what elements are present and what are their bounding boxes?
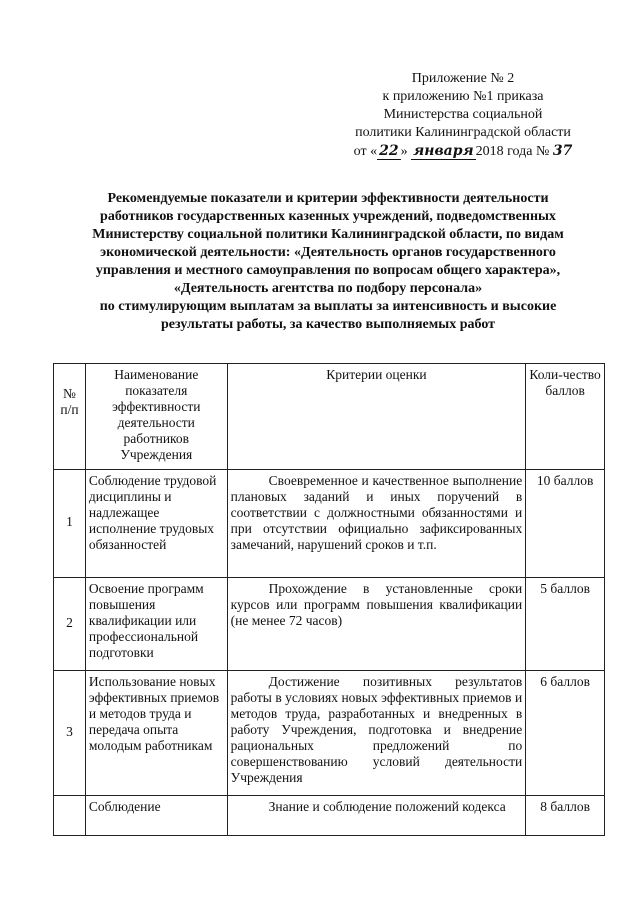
table-row <box>54 470 605 578</box>
title-line: работников государственных казенных учреждений, подведомственных <box>100 209 556 224</box>
header-score: Коли-чество баллов <box>526 364 605 470</box>
document-title <box>68 190 588 334</box>
row-score: 10 баллов <box>526 470 605 578</box>
title-line: экономической деятельности: «Деятельность органов государственного <box>100 245 556 260</box>
title-line: управления и местного самоуправления по вопросам общего характера», <box>95 263 561 278</box>
row-criteria: Своевременное и качественное выполнение плановых заданий и иных поручений в соответствии с должностными обязанностями и при отсутствии официально зафиксированных замечаний, нарушений сроков и т.п. <box>227 470 526 578</box>
row-indicator: Соблюдение <box>85 796 227 836</box>
row-num: 2 <box>54 578 86 671</box>
row-indicator: Использование новых эффективных приемов и методов труда и передача опыта молодым работникам <box>85 671 227 796</box>
row-score: 5 баллов <box>526 578 605 671</box>
handwritten-order-number: 37 <box>552 143 573 159</box>
row-num <box>54 796 86 836</box>
row-score: 6 баллов <box>526 671 605 796</box>
order-date-line: от « 22 » января 2018 года № 37 <box>353 143 573 159</box>
table-header-row <box>54 364 605 470</box>
ministry-name-2: политики Калининградской области <box>355 125 571 140</box>
handwritten-day: 22 <box>379 143 399 159</box>
row-num: 3 <box>54 671 86 796</box>
handwritten-month: января <box>413 143 474 159</box>
appendix-header <box>338 70 588 161</box>
header-criteria: Критерии оценки <box>227 364 526 470</box>
table-row <box>54 796 605 836</box>
table-row <box>54 671 605 796</box>
row-indicator: Соблюдение трудовой дисциплины и надлежащее исполнение трудовых обязанностей <box>85 470 227 578</box>
ministry-name-1: Министерства социальной <box>383 107 543 122</box>
header-indicator: Наименование показателя эффективности деятельности работников Учреждения <box>85 364 227 470</box>
row-criteria: Прохождение в установленные сроки курсов или программ повышения квалификации (не менее 72 часов) <box>227 578 526 671</box>
appendix-reference: к приложению №1 приказа <box>382 89 544 104</box>
row-criteria: Знание и соблюдение положений кодекса <box>227 796 526 836</box>
title-line: результаты работы, за качество выполняемых работ <box>160 317 496 332</box>
table-row <box>54 578 605 671</box>
header-num: № п/п <box>54 364 86 470</box>
title-line: Рекомендуемые показатели и критерии эффективности деятельности <box>107 191 549 206</box>
appendix-number: Приложение № 2 <box>411 71 515 86</box>
row-num: 1 <box>54 470 86 578</box>
row-indicator: Освоение программ повышения квалификации или профессиональной подготовки <box>85 578 227 671</box>
title-line: Министерству социальной политики Калининградской области, по видам <box>92 227 564 242</box>
title-line: «Деятельность агентства по подбору персонала» <box>173 281 483 296</box>
criteria-table <box>53 363 605 836</box>
row-criteria: Достижение позитивных результатов работы в условиях новых эффективных приемов и методов труда, разработанных и внедренных в работу Учреждения, подготовка и внедрение рациональных предложений по совершенствованию условий деятельности Учреждения <box>227 671 526 796</box>
row-score: 8 баллов <box>526 796 605 836</box>
title-line: по стимулирующим выплатам за выплаты за интенсивность и высокие <box>99 299 557 314</box>
